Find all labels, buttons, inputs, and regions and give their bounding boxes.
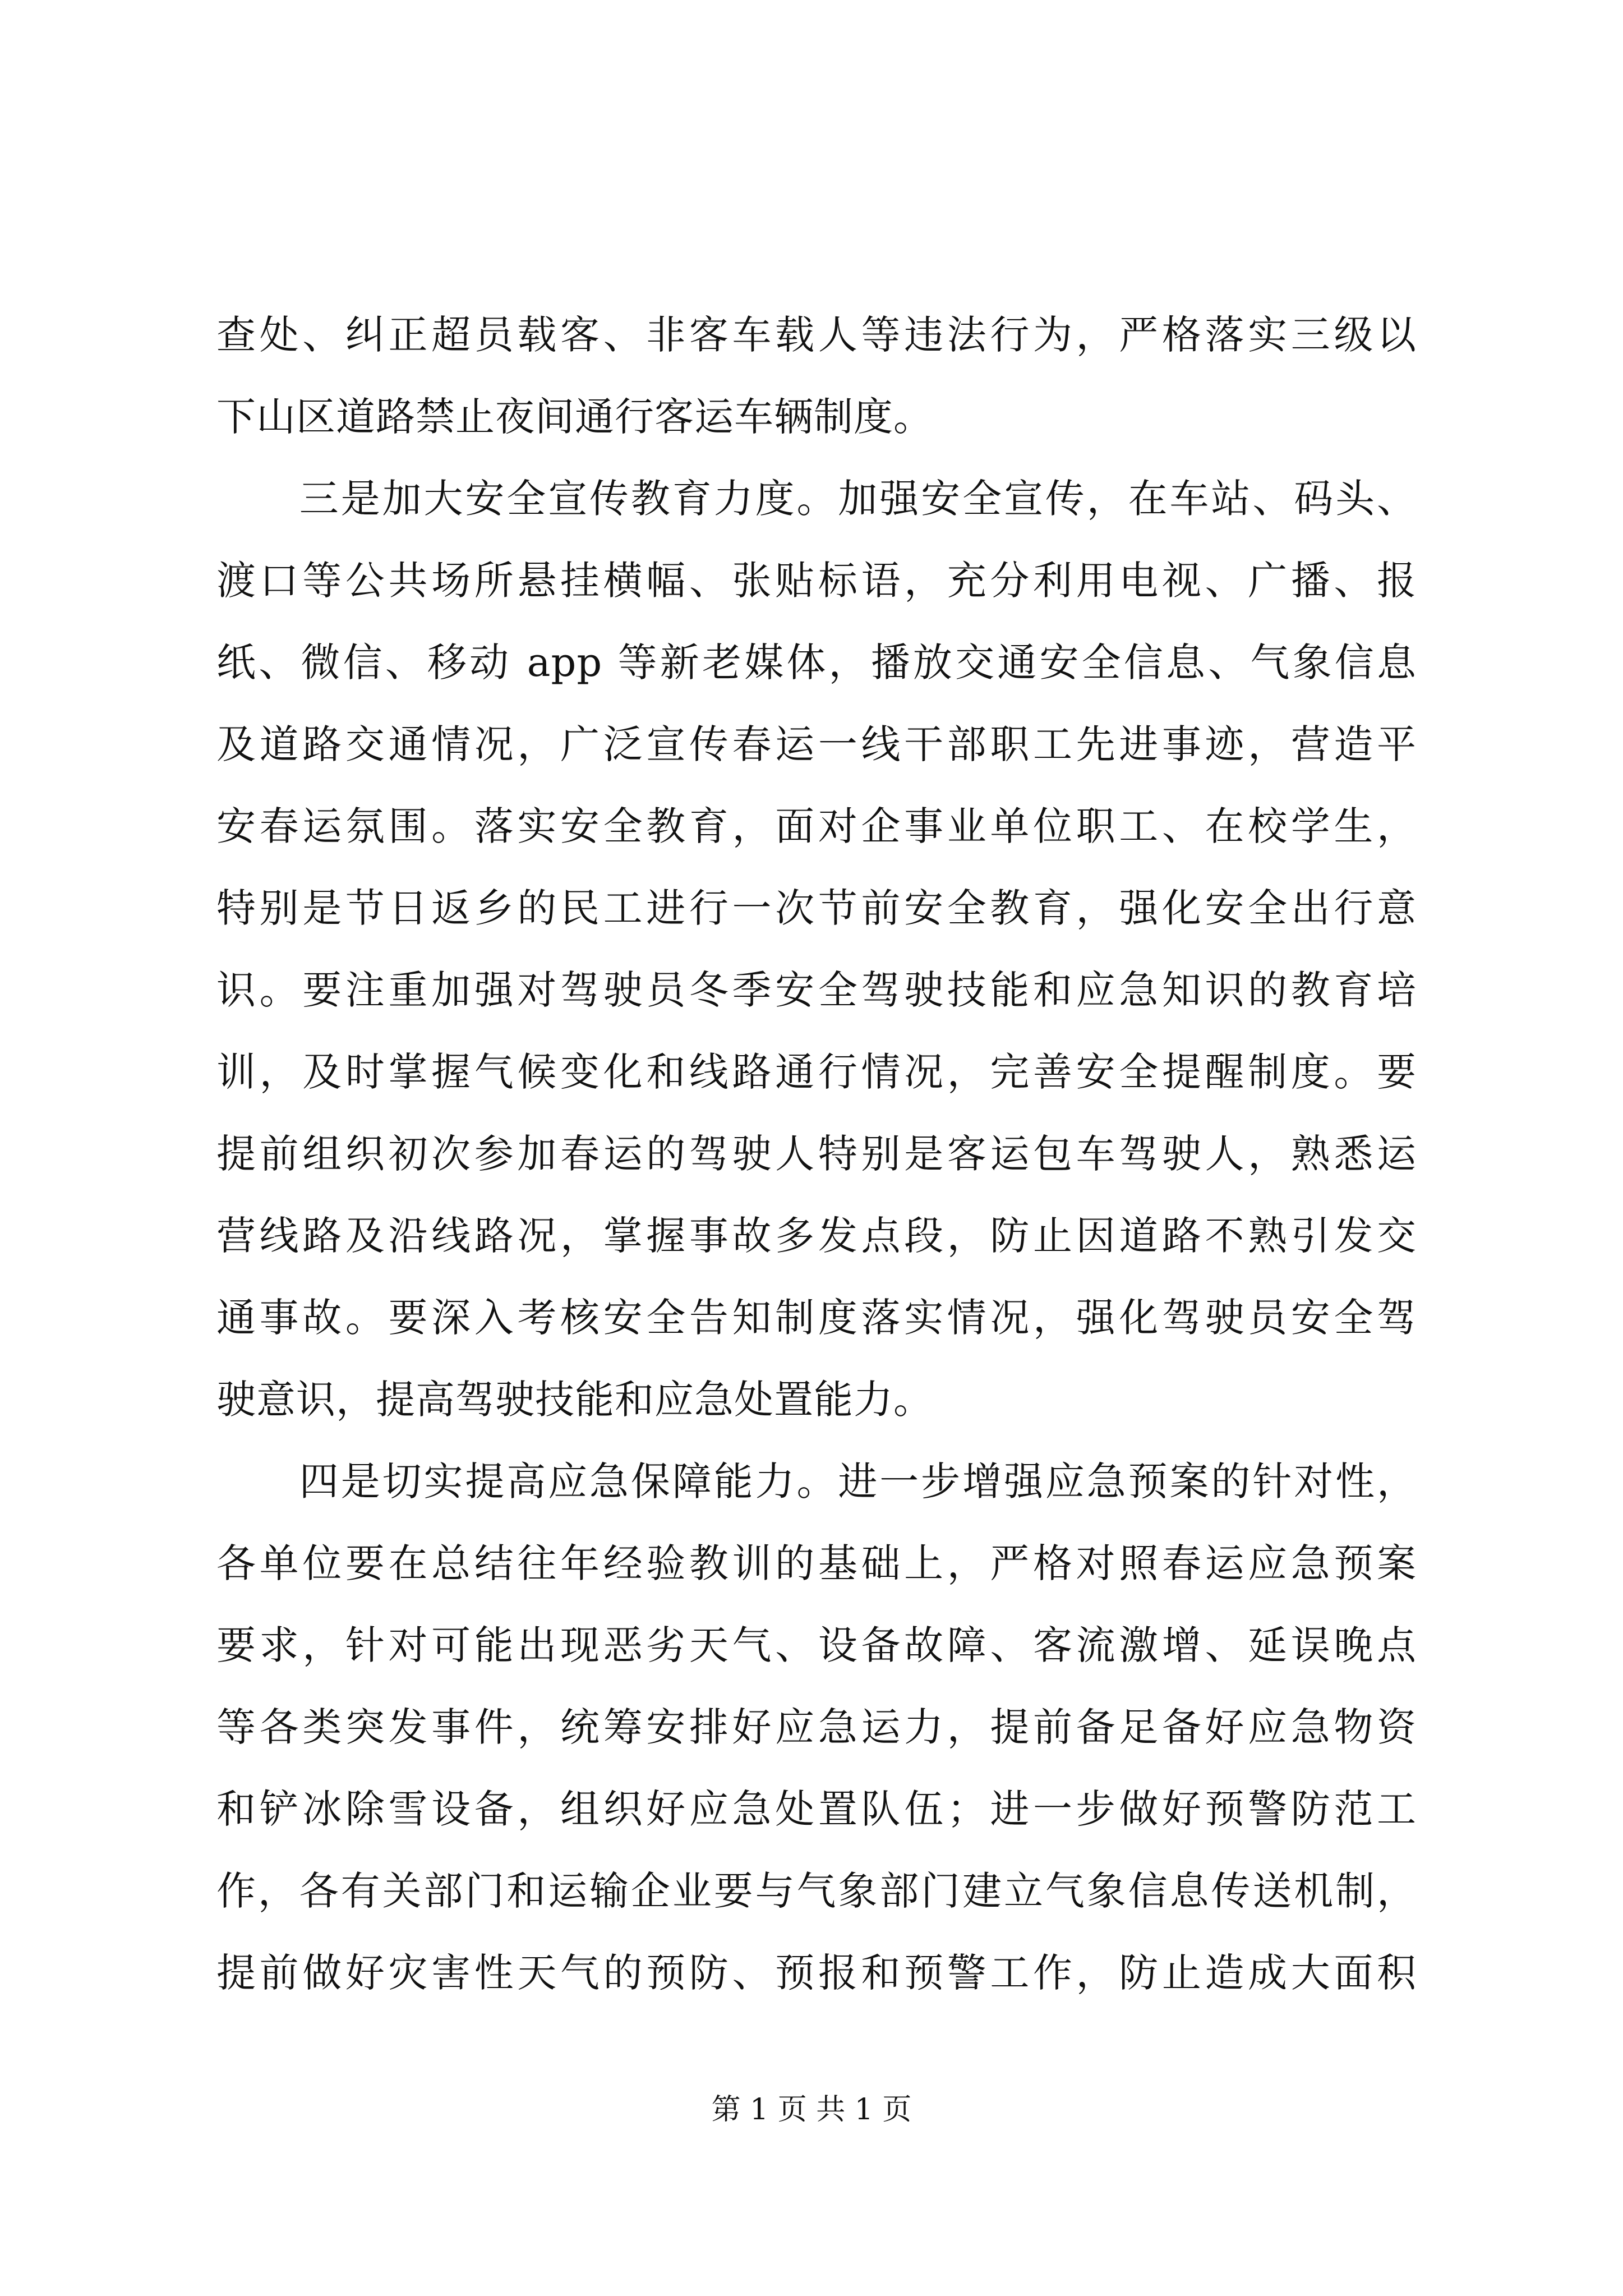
text-line: 特别是节日返乡的民工进行一次节前安全教育，强化安全出行意 — [216, 885, 1417, 931]
text-line: 四是切实提高应急保障能力。进一步增强应急预案的针对性， — [216, 1458, 1417, 1504]
text-line: 和铲冰除雪设备，组织好应急处置队伍；进一步做好预警防范工 — [216, 1786, 1417, 1832]
document-body — [216, 294, 1417, 2014]
page-footer: 第 1 页 共 1 页 — [711, 2093, 912, 2127]
text-line: 等各类突发事件，统筹安排好应急运力，提前备足备好应急物资 — [216, 1704, 1417, 1750]
text-line: 查处、纠正超员载客、非客车载人等违法行为，严格落实三级以 — [216, 312, 1417, 358]
text-line: 要求，针对可能出现恶劣天气、设备故障、客流激增、延误晚点 — [216, 1622, 1417, 1668]
text-line: 提前组织初次参加春运的驾驶人特别是客运包车驾驶人，熟悉运 — [216, 1131, 1417, 1177]
text-line: 下山区道路禁止夜间通行客运车辆制度。 — [216, 394, 933, 440]
text-line: 识。要注重加强对驾驶员冬季安全驾驶技能和应急知识的教育培 — [216, 967, 1417, 1013]
text-line: 提前做好灾害性天气的预防、预报和预警工作，防止造成大面积 — [216, 1950, 1417, 1996]
text-line: 渡口等公共场所悬挂横幅、张贴标语，充分利用电视、广播、报 — [216, 558, 1417, 604]
text-line: 营线路及沿线路况，掌握事故多发点段，防止因道路不熟引发交 — [216, 1213, 1417, 1259]
text-line: 及道路交通情况，广泛宣传春运一线干部职工先进事迹，营造平 — [216, 721, 1417, 767]
text-line: 通事故。要深入考核安全告知制度落实情况，强化驾驶员安全驾 — [216, 1295, 1417, 1341]
text-line: 纸、微信、移动 app 等新老媒体，播放交通安全信息、气象信息 — [216, 639, 1417, 685]
text-line: 作，各有关部门和运输企业要与气象部门建立气象信息传送机制， — [216, 1868, 1417, 1914]
text-line: 驶意识，提高驾驶技能和应急处置能力。 — [216, 1377, 933, 1423]
text-line: 各单位要在总结往年经验教训的基础上，严格对照春运应急预案 — [216, 1540, 1417, 1586]
text-line: 训，及时掌握气候变化和线路通行情况，完善安全提醒制度。要 — [216, 1049, 1417, 1095]
text-line: 安春运氛围。落实安全教育，面对企事业单位职工、在校学生， — [216, 803, 1417, 849]
text-line: 三是加大安全宣传教育力度。加强安全宣传，在车站、码头、 — [216, 476, 1417, 522]
